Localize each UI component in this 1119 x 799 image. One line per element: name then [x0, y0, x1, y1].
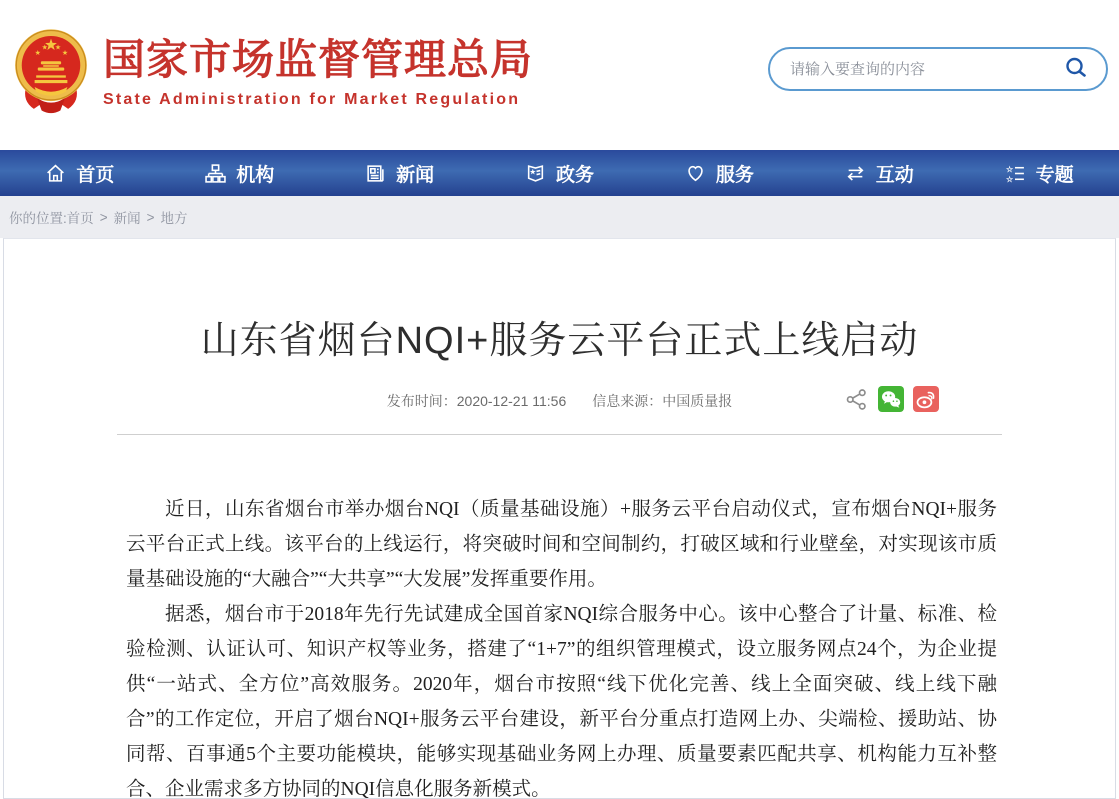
share-nodes-icon[interactable] [843, 386, 869, 412]
heart-icon [685, 163, 706, 184]
nav-label: 政务 [556, 164, 595, 186]
nav-label: 机构 [236, 164, 275, 186]
breadcrumb-item-news[interactable]: 新闻 [113, 211, 141, 226]
source-label: 信息来源： [592, 393, 663, 409]
breadcrumb-item-home[interactable]: 首页 [66, 211, 94, 226]
article-paragraph: 近日，山东省烟台市举办烟台NQI（质量基础设施）+服务云平台启动仪式，宣布烟台NQI+服务云平台正式上线。该平台的上线运行，将突破时间和空间制约，打破区域和行业壁垒，对实现该市质量基础设施的“大融合”“大共享”“大发展”发挥重要作用。 [126, 499, 997, 590]
wechat-icon[interactable] [878, 386, 904, 412]
article-paragraph: 据悉，烟台市于2018年先行先试建成全国首家NQI综合服务中心。该中心整合了计量、标准、检验检测、认证认可、知识产权等业务，搭建了“1+7”的组织管理模式，设立服务网点24个，为企业提供“一站式、全方位”高效服务。2020年，烟台市按照“线下优化完善、线上全面突破、线上线下融合”的工作定位，开启了烟台NQI+服务云平台建设，新平台分重点打造网上办、尖端检、援助站、协同帮、百事通5个主要功能模块，能够实现基础业务网上办理、质量要素匹配共享、机构能力互补整合、企业需求多方协同的NQI信息化服务新模式。 [126, 604, 997, 799]
site-header [0, 0, 1119, 150]
svg-text:★: ★ [61, 50, 69, 58]
nav-item-home[interactable] [0, 150, 160, 196]
breadcrumb [0, 196, 1119, 238]
nav-label: 新闻 [396, 164, 435, 186]
publish-time: 2020-12-21 11:56 [456, 393, 567, 409]
svg-text:★: ★ [529, 168, 536, 176]
nav-item-service[interactable] [639, 150, 799, 196]
weibo-icon[interactable] [913, 386, 939, 412]
nav-label: 专题 [1035, 164, 1074, 186]
home-icon [45, 163, 66, 184]
nav-item-topics[interactable] [959, 150, 1119, 196]
article-title: 山东省烟台NQI+服务云平台正式上线启动 [200, 320, 919, 362]
svg-text:★: ★ [34, 50, 41, 58]
breadcrumb-separator: > [99, 209, 108, 225]
title-divider [117, 434, 1002, 435]
site-title-block [103, 36, 533, 109]
search-input[interactable] [790, 61, 1062, 78]
nav-label: 服务 [715, 164, 754, 186]
site-name-chinese: 国家市场监督管理总局 [103, 36, 534, 83]
news-icon [365, 163, 386, 184]
org-chart-icon [205, 163, 226, 184]
national-emblem-logo[interactable] [12, 24, 90, 122]
breadcrumb-separator: > [146, 209, 155, 225]
nav-label: 互动 [875, 164, 914, 186]
site-search [768, 47, 1108, 91]
nav-item-interact[interactable] [799, 150, 959, 196]
svg-text:★: ★ [41, 44, 48, 52]
site-name-english: State Administration for Market Regulation [103, 91, 521, 109]
article-body [126, 492, 997, 799]
nav-item-gov[interactable] [480, 150, 640, 196]
nav-label: 首页 [76, 164, 115, 186]
svg-text:☆: ☆ [1005, 164, 1013, 174]
nav-item-org[interactable] [160, 150, 320, 196]
breadcrumb-item-local[interactable]: 地方 [160, 211, 188, 226]
nav-item-news[interactable] [320, 150, 480, 196]
topics-list-icon [1005, 163, 1026, 184]
publish-time-label: 发布时间： [386, 393, 457, 409]
svg-text:★: ★ [54, 44, 62, 52]
exchange-arrows-icon [845, 163, 866, 184]
article-panel [3, 238, 1116, 799]
breadcrumb-prefix: 你的位置: [9, 211, 67, 226]
share-buttons [843, 386, 939, 412]
article-meta [4, 391, 1115, 411]
search-button[interactable] [1062, 55, 1090, 83]
gov-affairs-icon [525, 163, 546, 184]
search-icon [1063, 55, 1089, 81]
svg-text:☆: ☆ [1005, 174, 1013, 184]
main-nav [0, 150, 1119, 196]
source: 中国质量报 [662, 393, 733, 409]
